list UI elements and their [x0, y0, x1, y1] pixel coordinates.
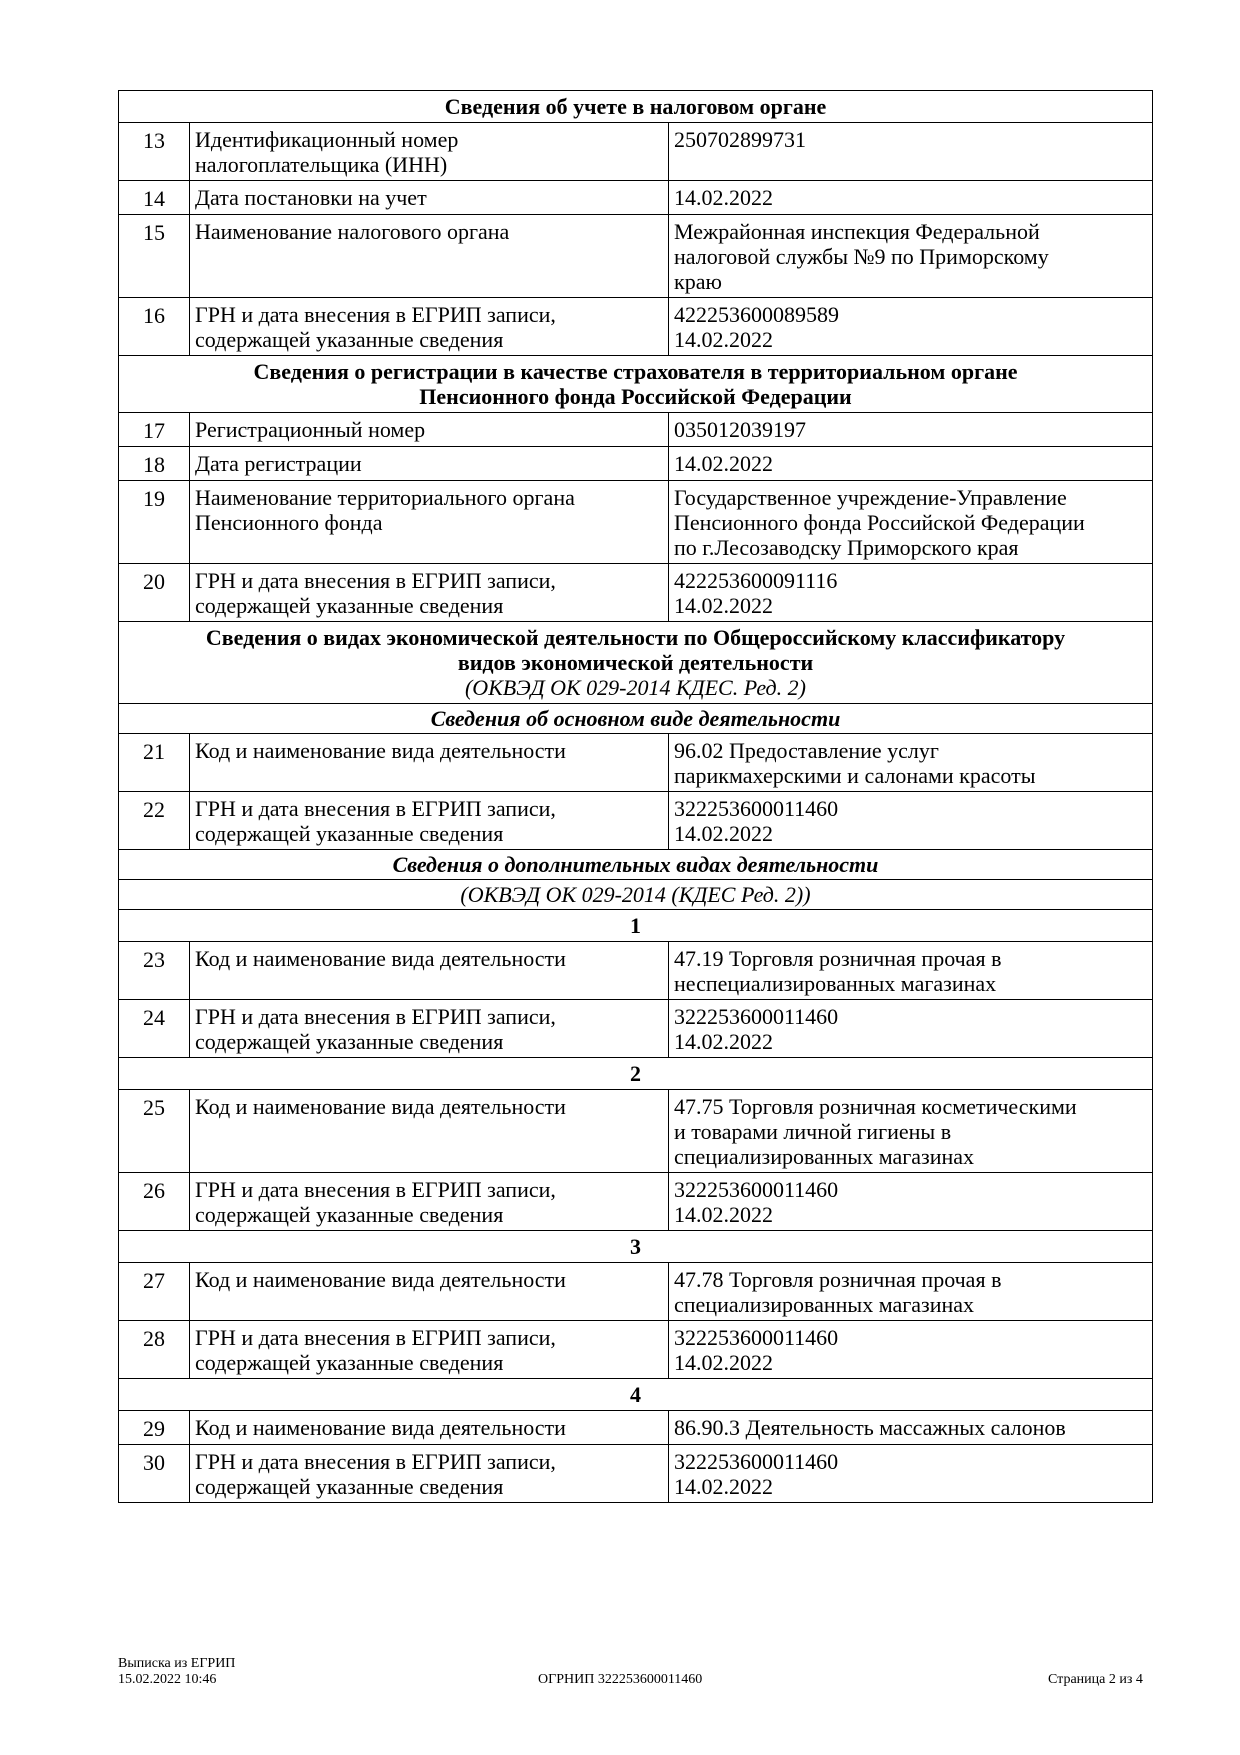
row-label-line: Код и наименование вида деятельности [195, 1267, 566, 1292]
row-label-cell [190, 481, 669, 564]
row-label-line: ГРН и дата внесения в ЕГРИП записи, [195, 302, 556, 327]
row-value-cell [669, 792, 1153, 850]
row-value-line: 14.02.2022 [674, 593, 773, 618]
row-label-line: Код и наименование вида деятельности [195, 1415, 566, 1440]
subsection-header-row [119, 850, 1153, 880]
row-value-cell [669, 1263, 1153, 1321]
row-label-cell [190, 734, 669, 792]
section-title-line: Сведения о видах экономической деятельности по Общероссийскому классификатору [205, 625, 1066, 650]
row-value-line: 14.02.2022 [674, 1350, 773, 1375]
row-label-cell [190, 1321, 669, 1379]
row-label-cell [190, 181, 669, 215]
row-value-line: краю [674, 269, 722, 294]
row-value-line: налоговой службы №9 по Приморскому [674, 244, 1049, 269]
footer-document-name: Выписка из ЕГРИП [118, 1656, 236, 1671]
activity-group-number: 2 [119, 1058, 1153, 1090]
row-label-cell [190, 1000, 669, 1058]
table-row [119, 1000, 1153, 1058]
row-label-line: содержащей указанные сведения [195, 1202, 504, 1227]
section-header-row [119, 91, 1153, 123]
row-value-line: 322253600011460 [674, 1449, 839, 1474]
row-label-cell [190, 1445, 669, 1503]
row-label-line: содержащей указанные сведения [195, 821, 504, 846]
table-row [119, 481, 1153, 564]
egrip-extract-table [118, 90, 1153, 1503]
row-label-cell [190, 215, 669, 298]
row-label-line: Наименование территориального органа [195, 485, 575, 510]
row-value-line: 47.78 Торговля розничная прочая в [674, 1267, 1002, 1292]
row-value-line: 322253600011460 [674, 1004, 839, 1029]
group-header-row [119, 910, 1153, 942]
row-label-cell [190, 792, 669, 850]
section-title-okved [119, 622, 1153, 704]
row-number: 14 [119, 181, 190, 215]
row-label-line: содержащей указанные сведения [195, 1474, 504, 1499]
table-row [119, 1090, 1153, 1173]
row-number: 21 [119, 734, 190, 792]
table-row [119, 734, 1153, 792]
row-label-line: Регистрационный номер [195, 417, 426, 442]
row-value-line: 14.02.2022 [674, 451, 773, 476]
row-value-cell [669, 481, 1153, 564]
table-row [119, 1263, 1153, 1321]
row-number: 20 [119, 564, 190, 622]
row-number: 28 [119, 1321, 190, 1379]
row-value-line: 14.02.2022 [674, 821, 773, 846]
table-row [119, 447, 1153, 481]
group-header-row [119, 1379, 1153, 1411]
row-number: 19 [119, 481, 190, 564]
subsection-title-additional-activities: Сведения о дополнительных видах деятельности [119, 850, 1153, 880]
row-value-line: 322253600011460 [674, 1325, 839, 1350]
row-label-line: содержащей указанные сведения [195, 1350, 504, 1375]
row-value-cell [669, 298, 1153, 356]
row-value-cell [669, 942, 1153, 1000]
row-number: 26 [119, 1173, 190, 1231]
row-label-line: ГРН и дата внесения в ЕГРИП записи, [195, 796, 556, 821]
row-value-line: 422253600089589 [674, 302, 839, 327]
row-value-line: 250702899731 [674, 127, 806, 152]
row-value-cell [669, 215, 1153, 298]
row-value-cell [669, 413, 1153, 447]
activity-group-number: 1 [119, 910, 1153, 942]
group-header-row [119, 1058, 1153, 1090]
row-value-line: 47.75 Торговля розничная косметическими [674, 1094, 1077, 1119]
row-label-cell [190, 123, 669, 181]
table-row [119, 792, 1153, 850]
row-label-line: Наименование налогового органа [195, 219, 510, 244]
row-value-line: 035012039197 [674, 417, 806, 442]
row-value-cell [669, 564, 1153, 622]
row-value-cell [669, 1321, 1153, 1379]
row-value-line: 96.02 Предоставление услуг [674, 738, 939, 763]
subsection-header-row [119, 704, 1153, 734]
row-value-line: парикмахерскими и салонами красоты [674, 763, 1036, 788]
footer-document-info [118, 1656, 235, 1688]
row-label-cell [190, 564, 669, 622]
row-label-line: Идентификационный номер [195, 127, 459, 152]
row-value-cell [669, 1411, 1153, 1445]
section-title-line: Сведения о регистрации в качестве страхователя в территориальном органе [253, 359, 1018, 384]
row-value-line: 322253600011460 [674, 796, 839, 821]
row-value-line: по г.Лесозаводску Приморского края [674, 535, 1019, 560]
row-value-cell [669, 1000, 1153, 1058]
section-header-row [119, 622, 1153, 704]
table-row [119, 181, 1153, 215]
row-label-line: налогоплательщика (ИНН) [195, 152, 448, 177]
table-row [119, 1321, 1153, 1379]
section-title-line: Пенсионного фонда Российской Федерации [419, 384, 852, 409]
row-value-line: 422253600091116 [674, 568, 838, 593]
table-row [119, 564, 1153, 622]
table-row [119, 413, 1153, 447]
row-label-line: Дата постановки на учет [195, 185, 427, 210]
footer-datetime: 15.02.2022 10:46 [118, 1672, 217, 1687]
table-row [119, 1411, 1153, 1445]
row-label-line: Код и наименование вида деятельности [195, 946, 566, 971]
okved-classifier-note: (ОКВЭД ОК 029-2014 (КДЕС Ред. 2)) [119, 880, 1153, 910]
row-number: 24 [119, 1000, 190, 1058]
row-value-cell [669, 734, 1153, 792]
activity-group-number: 3 [119, 1231, 1153, 1263]
row-label-line: ГРН и дата внесения в ЕГРИП записи, [195, 1325, 556, 1350]
okved-classifier-note: (ОКВЭД ОК 029-2014 КДЕС. Ред. 2) [464, 675, 807, 700]
row-label-line: содержащей указанные сведения [195, 593, 504, 618]
activity-group-number: 4 [119, 1379, 1153, 1411]
row-label-line: Пенсионного фонда [195, 510, 383, 535]
row-label-line: содержащей указанные сведения [195, 327, 504, 352]
row-value-line: 47.19 Торговля розничная прочая в [674, 946, 1002, 971]
row-label-cell [190, 447, 669, 481]
section-title-pension [119, 356, 1153, 413]
table-row [119, 1173, 1153, 1231]
row-number: 22 [119, 792, 190, 850]
row-label-cell [190, 942, 669, 1000]
row-value-cell [669, 181, 1153, 215]
row-value-line: 14.02.2022 [674, 1202, 773, 1227]
table-row [119, 215, 1153, 298]
row-label-cell [190, 413, 669, 447]
row-number: 29 [119, 1411, 190, 1445]
row-label-cell [190, 1090, 669, 1173]
note-row [119, 880, 1153, 910]
row-value-line: Пенсионного фонда Российской Федерации [674, 510, 1085, 535]
row-value-line: 86.90.3 Деятельность массажных салонов [674, 1415, 1066, 1440]
row-value-cell [669, 123, 1153, 181]
row-label-line: содержащей указанные сведения [195, 1029, 504, 1054]
row-value-cell [669, 1445, 1153, 1503]
row-value-line: 14.02.2022 [674, 1474, 773, 1499]
row-number: 17 [119, 413, 190, 447]
row-number: 13 [119, 123, 190, 181]
row-label-line: ГРН и дата внесения в ЕГРИП записи, [195, 1004, 556, 1029]
row-value-line: и товарами личной гигиены в [674, 1119, 952, 1144]
row-value-line: Государственное учреждение-Управление [674, 485, 1067, 510]
row-label-line: Код и наименование вида деятельности [195, 1094, 566, 1119]
table-row [119, 298, 1153, 356]
row-label-cell [190, 298, 669, 356]
row-value-line: 14.02.2022 [674, 1029, 773, 1054]
group-header-row [119, 1231, 1153, 1263]
row-value-line: 322253600011460 [674, 1177, 839, 1202]
row-value-line: неспециализированных магазинах [674, 971, 997, 996]
row-value-line: специализированных магазинах [674, 1144, 975, 1169]
row-value-line: Межрайонная инспекция Федеральной [674, 219, 1040, 244]
table-row [119, 1445, 1153, 1503]
row-value-line: 14.02.2022 [674, 327, 773, 352]
row-label-cell [190, 1411, 669, 1445]
row-number: 25 [119, 1090, 190, 1173]
row-value-cell [669, 1173, 1153, 1231]
row-value-line: 14.02.2022 [674, 185, 773, 210]
section-header-row [119, 356, 1153, 413]
row-number: 18 [119, 447, 190, 481]
row-value-cell [669, 447, 1153, 481]
subsection-title-main-activity: Сведения об основном виде деятельности [119, 704, 1153, 734]
row-value-line: специализированных магазинах [674, 1292, 975, 1317]
row-number: 30 [119, 1445, 190, 1503]
row-label-line: Дата регистрации [195, 451, 362, 476]
row-label-cell [190, 1263, 669, 1321]
table-row [119, 942, 1153, 1000]
row-number: 15 [119, 215, 190, 298]
section-title-tax: Сведения об учете в налоговом органе [119, 91, 1153, 123]
row-number: 27 [119, 1263, 190, 1321]
section-title-line: видов экономической деятельности [457, 650, 814, 675]
row-value-cell [669, 1090, 1153, 1173]
row-label-cell [190, 1173, 669, 1231]
row-label-line: Код и наименование вида деятельности [195, 738, 566, 763]
row-number: 16 [119, 298, 190, 356]
row-number: 23 [119, 942, 190, 1000]
row-label-line: ГРН и дата внесения в ЕГРИП записи, [195, 1177, 556, 1202]
table-row [119, 123, 1153, 181]
row-label-line: ГРН и дата внесения в ЕГРИП записи, [195, 1449, 556, 1474]
footer-page-number: Страница 2 из 4 [1048, 1672, 1143, 1687]
row-label-line: ГРН и дата внесения в ЕГРИП записи, [195, 568, 556, 593]
footer-ogrnip: ОГРНИП 322253600011460 [538, 1672, 703, 1687]
